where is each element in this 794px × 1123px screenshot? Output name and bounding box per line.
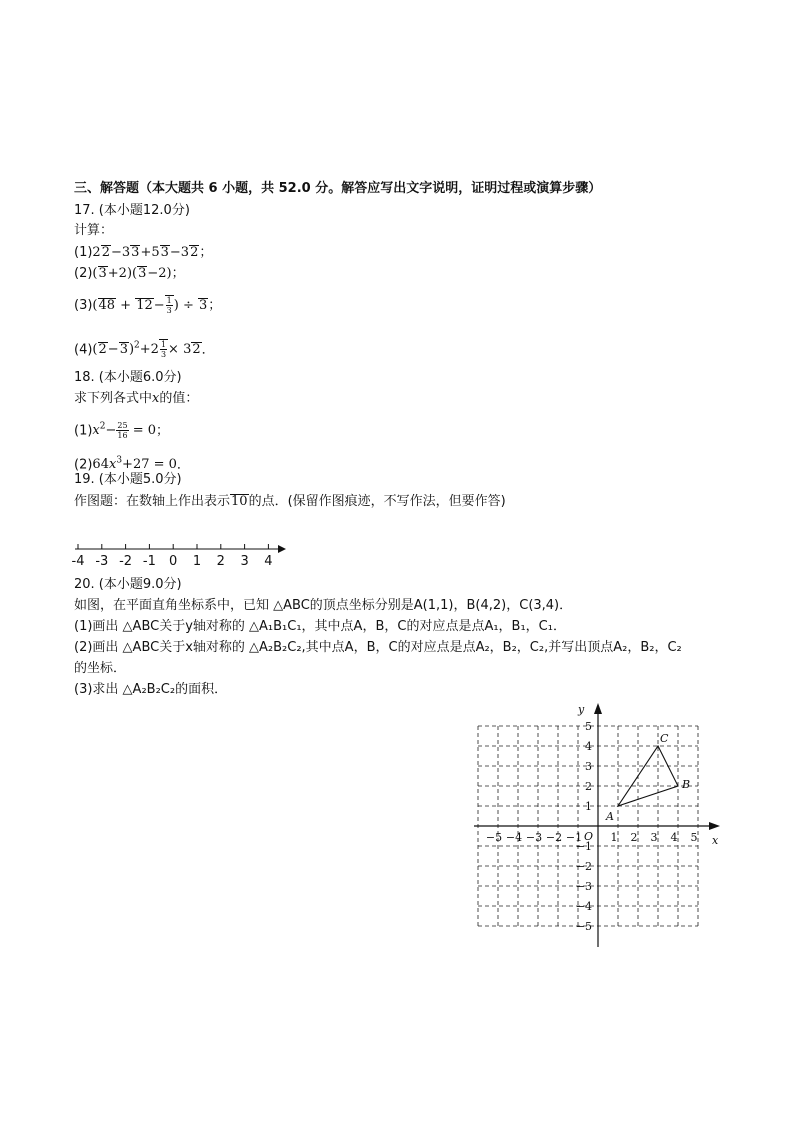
number-line-tick-label: -2	[119, 554, 133, 569]
y-tick-label: −1	[575, 840, 592, 853]
x-tick-label: −5	[485, 831, 503, 844]
origin-label: O	[584, 830, 594, 843]
q17-part4: $(4)(2-3)^2+2$ $\frac{1}{3}$ × 32．	[74, 340, 215, 360]
q17-title: 17. (本小题12.0分)	[74, 203, 190, 218]
q18-part1-label: (1)	[74, 423, 93, 439]
coordinate-grid	[474, 697, 724, 953]
q17-part1: (1)22−33+53−32；	[74, 245, 213, 260]
y-tick-label: −3	[575, 880, 592, 893]
q20-part3: (3)求出 △A₂B₂C₂的面积．	[74, 682, 228, 697]
x-tick-label: 4	[670, 831, 678, 844]
y-tick-label: −2	[575, 860, 592, 873]
x-tick-label: 3	[650, 831, 658, 844]
q17-part2: (2)(3+2)(3−2)；	[74, 266, 185, 281]
vertex-label-c: C	[660, 732, 669, 745]
x-tick-label: −3	[525, 831, 543, 844]
q18-part1: $(1)x^2-$ $\frac{25}{16}$ = 0；	[74, 421, 170, 441]
q20-part1: (1)画出 △ABC关于y轴对称的 △A₁B₁C₁，其中点A，B，C的对应点是点A₁，B₁，C₁．	[74, 619, 566, 634]
vertex-label-a: A	[606, 810, 614, 823]
x-tick-label: 1	[610, 831, 618, 844]
q18-part2-label: (2)	[74, 457, 93, 473]
x-tick-label: −4	[505, 831, 523, 844]
q18-title: 18. (本小题6.0分)	[74, 370, 182, 385]
q18-instruction-text: 求下列各式中	[74, 391, 153, 406]
y-tick-label: 5	[585, 720, 592, 733]
q19-title: 19. (本小题5.0分)	[74, 472, 182, 487]
number-line-tick-label: 3	[240, 554, 249, 569]
q19-text	[74, 492, 506, 511]
y-tick-label: 4	[585, 740, 592, 753]
q17-instruction: 计算：	[74, 223, 114, 238]
y-axis-arrow-icon	[594, 703, 602, 714]
x-axis-label: x	[712, 834, 719, 847]
q17-part3-label: (3)	[74, 298, 93, 313]
triangle-abc	[618, 746, 678, 806]
q18-part2: $(2)64x^3+27 = 0$．	[74, 456, 190, 473]
number-line-tick-label: 4	[264, 554, 273, 569]
q18-instruction	[74, 390, 198, 408]
number-line-tick-label: -3	[95, 554, 109, 569]
q18-instruction-tail: 的值：	[159, 391, 199, 406]
y-axis-label: y	[578, 703, 585, 716]
q20-part2-line1: (2)画出 △ABC关于x轴对称的 △A₂B₂C₂,其中点A，B，C的对应点是点A₂，B₂，C₂,并写出顶点A₂，B₂，C₂	[74, 640, 682, 655]
q20-intro: 如图，在平面直角坐标系中，已知 △ABC的顶点坐标分别是A(1,1)，B(4,2)，C(3,4)．	[74, 598, 573, 613]
x-tick-label: −2	[545, 831, 563, 844]
y-tick-label: 3	[585, 760, 592, 773]
y-tick-label: 2	[585, 780, 592, 793]
section-header: 三、解答题（本大题共 6 小题，共 52.0 分。解答应写出文字说明，证明过程或演算步骤）	[74, 181, 602, 196]
number-line-tick-label: 2	[216, 554, 225, 569]
y-tick-label: −4	[575, 900, 592, 913]
x-tick-label: 5	[690, 831, 698, 844]
number-line-arrow-icon	[278, 545, 286, 553]
vertex-label-b: B	[682, 778, 691, 791]
q17-part4-label: (4)	[74, 342, 93, 358]
x-tick-label: −1	[565, 831, 583, 844]
q19-radicand: 10	[231, 494, 248, 509]
number-line-tick-label: 0	[169, 554, 178, 569]
q17-part1-label: (1)	[74, 245, 93, 260]
q17-part3: (3)(48 + 12− $\frac{1}{3}$ ) ÷ 3；	[74, 296, 222, 315]
q18-instruction-var: x	[152, 391, 160, 406]
x-tick-label: 2	[630, 831, 638, 844]
q19-text-before: 作图题：在数轴上作出表示	[74, 494, 231, 509]
x-axis-arrow-icon	[709, 822, 720, 830]
y-tick-label: 1	[585, 800, 592, 813]
q20-part2-line2: 的坐标．	[74, 661, 127, 676]
number-line-tick-label: 1	[192, 554, 202, 569]
q17-part2-label: (2)	[74, 266, 93, 281]
y-tick-label: −5	[575, 920, 592, 933]
number-line	[72, 540, 302, 574]
q19-text-after: 的点．(保留作图痕迹，不写作法，但要作答)	[248, 494, 506, 509]
number-line-tick-label: -1	[142, 554, 156, 569]
q20-title: 20. (本小题9.0分)	[74, 577, 182, 592]
number-line-tick-label: -4	[72, 554, 85, 569]
